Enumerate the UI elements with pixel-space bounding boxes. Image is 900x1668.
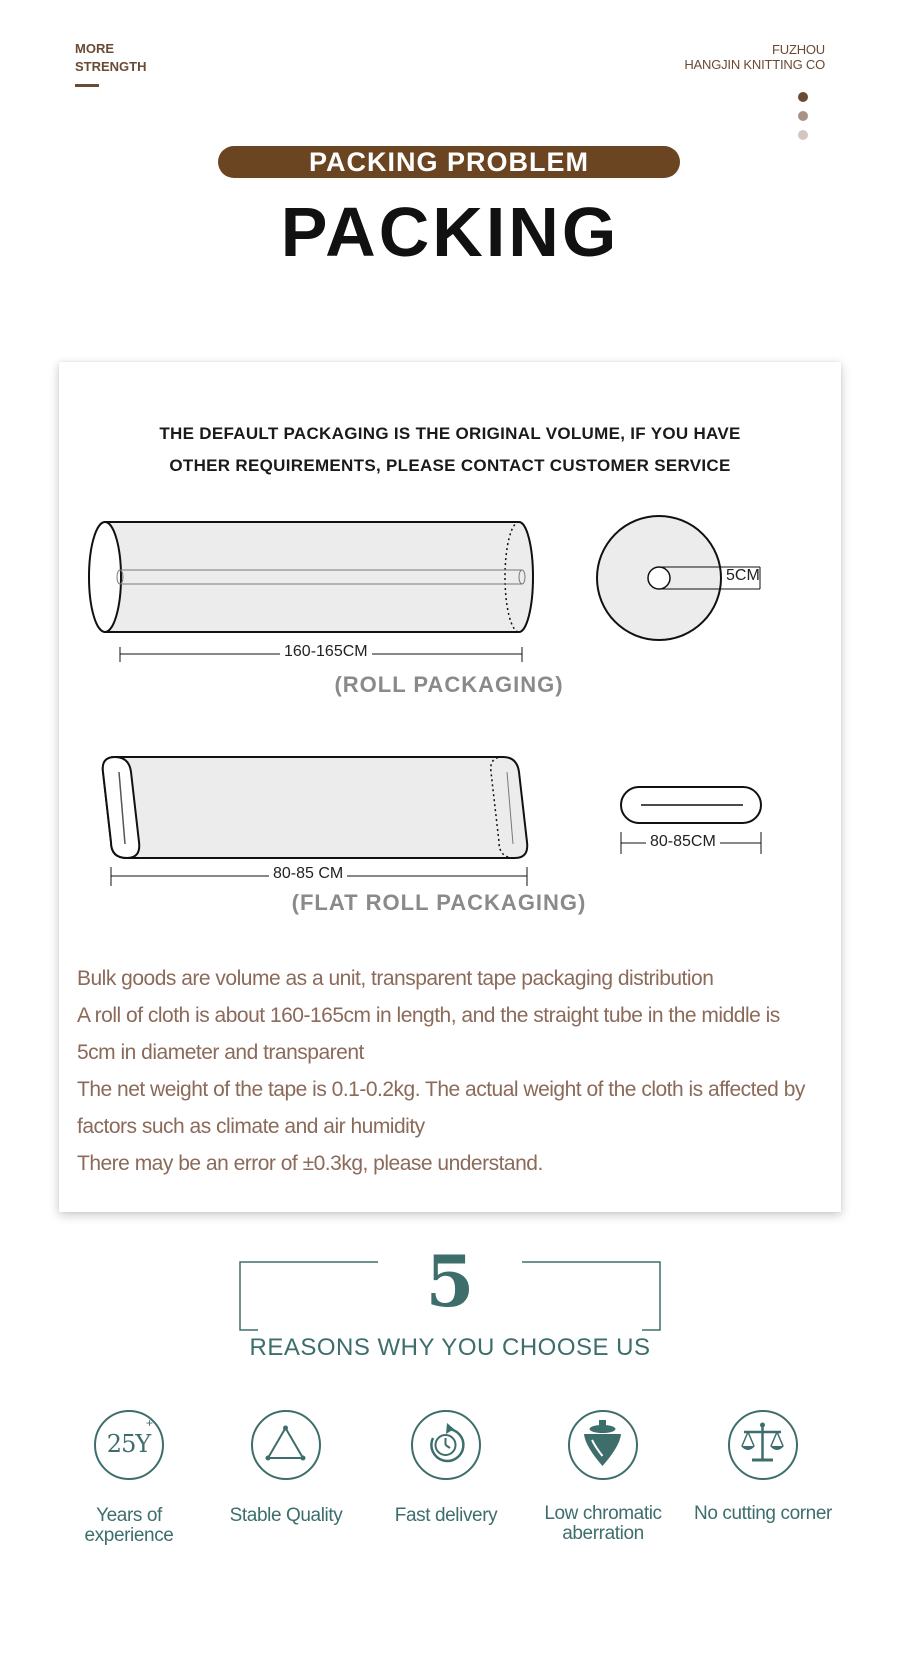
reasons-number: 5 — [425, 1240, 475, 1323]
page-dot-3 — [798, 130, 808, 140]
description-line-3: The net weight of the tape is 0.1-0.2kg. The actual weight of the cloth is affected by factors such as climate and air humidity — [77, 1078, 805, 1138]
page-dot-1 — [798, 92, 808, 102]
clock-refresh-icon — [411, 1410, 481, 1480]
reason-label-4 — [523, 1504, 683, 1544]
years-badge-icon — [94, 1410, 164, 1480]
reasons-title: REASONS WHY YOU CHOOSE US — [249, 1334, 651, 1361]
flat-roll-diagram — [59, 362, 841, 962]
page-title: PACKING — [280, 193, 620, 271]
spinning-top-icon — [568, 1410, 638, 1480]
flat-roll-packaging-label: (FLAT ROLL PACKAGING) — [291, 890, 587, 915]
packaging-description — [77, 960, 817, 1182]
flat-width-label: 80-85CM — [646, 833, 720, 851]
reason-label-5: No cutting corner — [694, 1503, 832, 1524]
tube-diameter-label: 5CM — [726, 567, 760, 584]
packaging-note-line2: OTHER REQUIREMENTS, PLEASE CONTACT CUSTOMER SERVICE — [169, 456, 731, 475]
page-dot-2 — [798, 111, 808, 121]
roll-length-label: 160-165CM — [280, 643, 372, 661]
reason-label-4-line2: aberration — [562, 1523, 644, 1544]
reason-label-2: Stable Quality — [229, 1505, 343, 1526]
reason-label-3: Fast delivery — [394, 1505, 498, 1526]
packaging-note-line1: THE DEFAULT PACKAGING IS THE ORIGINAL VOLUME, IF YOU HAVE — [159, 424, 741, 443]
description-line-1: Bulk goods are volume as a unit, transparent tape packaging distribution — [77, 967, 714, 990]
reason-label-4-line1: Low chromatic — [544, 1503, 662, 1524]
company-name-line2: HANGJIN KNITTING CO — [684, 57, 825, 72]
roll-packaging-label: (ROLL PACKAGING) — [334, 672, 564, 697]
reason-label-1-line1: Years of — [96, 1505, 162, 1526]
brand-tagline-line1: MORE — [75, 41, 114, 56]
brand-tagline-line2: STRENGTH — [75, 59, 147, 74]
triangle-icon — [251, 1410, 321, 1480]
description-line-2: A roll of cloth is about 160-165cm in length, and the straight tube in the middle is 5cm in diameter and transparent — [77, 1004, 780, 1064]
tagline-underline — [75, 84, 99, 87]
scales-icon — [728, 1410, 798, 1480]
company-name-line1: FUZHOU — [772, 42, 825, 57]
company-name — [684, 42, 825, 72]
packing-card — [59, 362, 841, 1212]
brand-tagline — [75, 40, 147, 87]
plus-sign: + — [146, 1416, 154, 1430]
flat-length-label: 80-85 CM — [269, 865, 347, 883]
section-pill: PACKING PROBLEM — [218, 146, 680, 178]
reason-label-1-line2: experience — [84, 1525, 174, 1546]
years-badge-text: 25Y — [106, 1430, 151, 1458]
description-line-4: There may be an error of ±0.3kg, please understand. — [77, 1152, 543, 1175]
reason-label-1 — [64, 1506, 194, 1546]
